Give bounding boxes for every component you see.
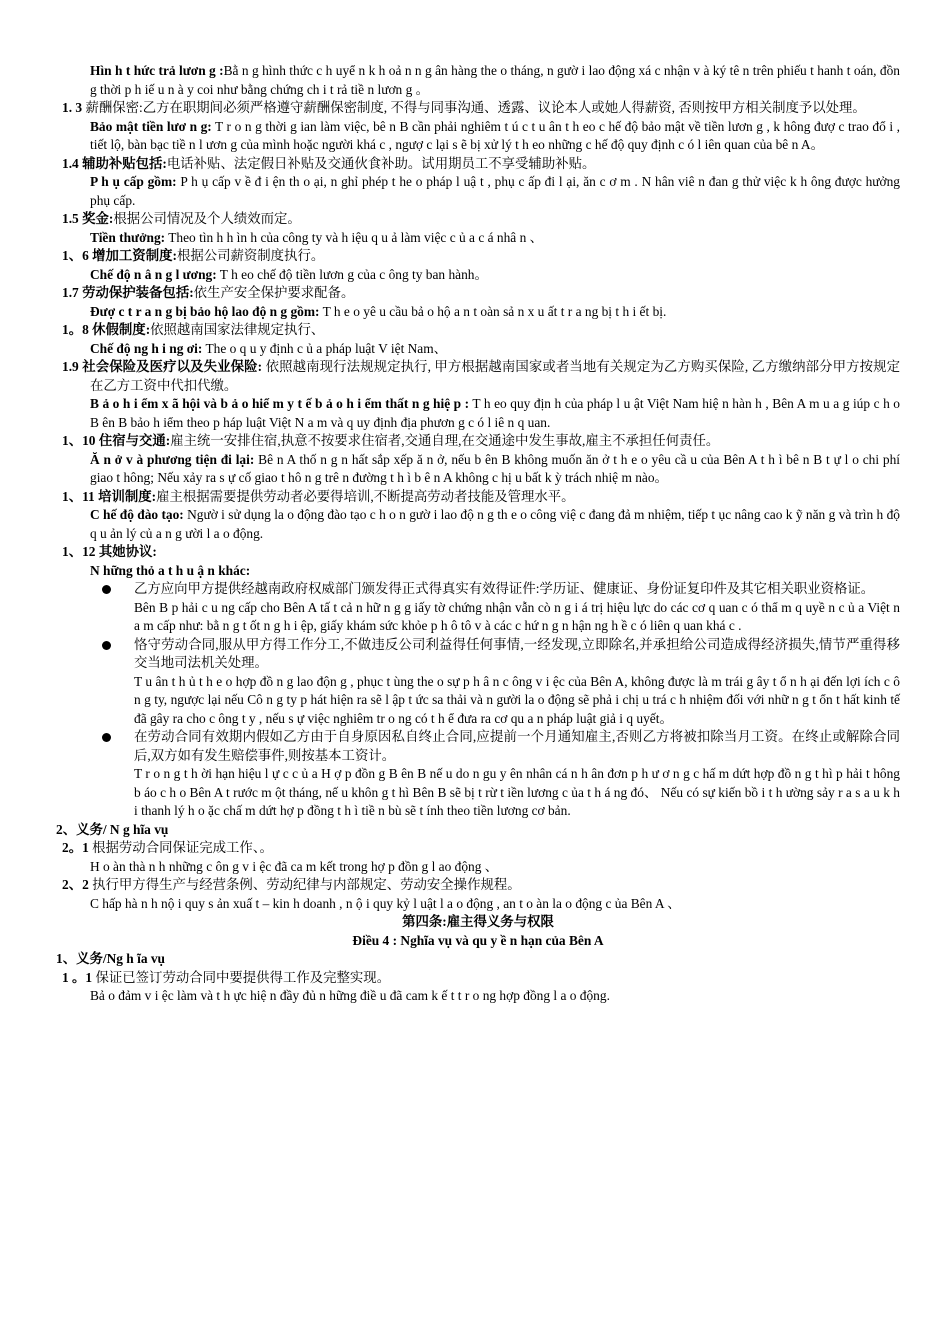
clause-label: Hìn h t hức trả lươn g : [90, 63, 224, 78]
clause-label: 1.7 劳动保护装备包括: [62, 285, 194, 300]
clause-text: T r o n g thời g ian làm việc, bê n B cần phải nghiêm t ú c t u ân t h eo c hế độ bảo mật về tiền lươn g , k hông đượ c trao đổ i , tiết lộ, bàn bạc tiề n l ươn g của mình hoặc người khá c , ngượ c lại s ẽ bị xử lý t h eo những c hế độ quy định c ó l iên quan của bê n A。 [90, 118, 900, 152]
clause-text: C hấp hà n h nộ i quy s ản xuấ t – kin h doanh , n ộ i quy kỷ l uật l a o động , an t o àn la o động c ủa Bên A 、 [90, 895, 681, 911]
clause-label: 1、6 增加工资制度: [62, 248, 177, 263]
clause-text: 电话补贴、法定假日补贴及交通伙食补助。试用期员工不享受辅助补贴。 [166, 155, 596, 171]
clause-label: 1、10 住宿与交通: [62, 433, 171, 448]
section-employer-obligations [56, 950, 900, 1006]
paragraph [56, 432, 900, 451]
list-item-zh: 乙方应向甲方提供经越南政府权威部门颁发得正式得真实有效得证件:学历证、健康证、身份证复印件及其它相关职业资格证。 [134, 581, 875, 596]
paragraph [56, 358, 900, 395]
paragraph [56, 266, 900, 285]
clause-text: 保证已签订劳动合同中要提供得工作及完整实现。 [92, 969, 391, 985]
clause-label: N hững thỏ a t h u ậ n khác: [90, 562, 251, 578]
other-agreements-list [56, 580, 900, 821]
paragraph [56, 62, 900, 99]
paragraph [56, 395, 900, 432]
list-item-zh: 恪守劳动合同,服从甲方得工作分工,不做违反公司利益得任何事情,一经发现,立即除名,并承担给公司造成得经济损失,情节严重得移交当地司法机关处理。 [134, 636, 900, 670]
bullet-icon [102, 585, 111, 594]
clause-text: P h ụ cấp v ề đ i ện th o ại, n ghỉ phép t he o pháp l uậ t , phụ c ấp đi l ại, ăn c ơ m . N hân viê n đan g thử việc k h ông được hưởng phụ cấp. [90, 174, 900, 208]
list-item [56, 580, 900, 636]
clause-label: Chế độ n â n g l ương: [90, 266, 217, 282]
list-item-vi: T u ân t h ủ t h e o hợp đồ n g lao độn g , phục t ùng the o sự p h â n c ông v i ệc của Bên A, không được là m trái g ây t ổ n h ại đến lợi ích c ô n g ty, ngược lại nếu Cô n g ty p hát hiện ra sẽ l ập t ức sa thải và n gười la o động sẽ phả i chị u trá c h nhiệm đối với nhữ n g t ổn t hất kinh tế đã gây ra cho c ông t y , nếu s ự việc nghiêm tr o ng có t h ể đưa ra cơ qu a n pháp luật giả i q uyết。 [134, 673, 900, 726]
list-item-zh: 在劳动合同有效期内假如乙方由于自身原因私自终止合同,应提前一个月通知雇主,否则乙方将被扣除当月工资。在终止或解除合同后,双方如有发生赔偿事件,则按基本工资计。 [134, 729, 900, 763]
clause-text: T h eo chế độ tiền lươn g của c ông ty ban hành。 [216, 266, 488, 282]
clause-text: 执行甲方得生产与经营条例、劳动纪律与内部规定、劳动安全操作规程。 [88, 877, 521, 892]
clause-label: 1.5 奖金: [62, 211, 114, 226]
list-item-vi: Bên B p hải c u ng cấp cho Bên A tấ t cả n hữ n g g iấy tờ chứng nhận vẫn cò n g i á trị hiệu lực do các cơ q uan c ó thẩ m q uyề n c ủ a Việt n a m cấp như: bằ n g t ốt n g h i ệp, giấy khám sức khỏe p h ô tô v à các c hứ n g n hận ng h ề c ó liên q uan khá c . [134, 599, 900, 633]
clause-label: Bảo mật tiền lươ n g: [90, 118, 212, 134]
paragraph [56, 210, 900, 229]
clause-label: Đượ c t r a n g bị bảo hộ lao độ n g gồm: [90, 303, 320, 319]
clause-text: Bê n A thố n g n hất sắp xếp ă n ở, nếu b ên B không muốn ăn ở t h e o yêu cầ u của Bên A t h ì bê n B t ự l o chi phí giao t hông; Nếu xảy ra s ự cố giao t hô n g trê n đường t h ì b ê n A không c hị u bất k ỳ trách nhiệ m nào。 [90, 451, 900, 485]
clause-text: Bả o đảm v i ệc làm và t h ực hiệ n đầy đủ n hững điề u đã cam k ế t t r o ng hợp đồng l a o động. [90, 988, 610, 1003]
paragraph [56, 543, 900, 562]
clause-text: 依生产安全保护要求配备。 [193, 285, 355, 300]
bullet-icon [102, 641, 111, 650]
clause-label: C hế độ đào tạo: [90, 507, 184, 522]
clause-label: 1 。1 [62, 969, 93, 985]
clause-text: 雇主根据需要提供劳动者必要得培训,不断提高劳动者技能及管理水平。 [156, 488, 575, 504]
paragraph [56, 562, 900, 581]
paragraph [56, 229, 900, 248]
clause-label: 1. 3 [62, 100, 83, 115]
clause-label: Ă n ở v à phương tiện đi lại: [90, 451, 255, 467]
paragraph [56, 950, 900, 969]
list-item [56, 728, 900, 821]
paragraph [56, 488, 900, 507]
bullet-icon [102, 733, 111, 742]
clause-label: 1.9 社会保险及医疗以及失业保险: [62, 359, 263, 374]
clause-label: 1、义务/Ng h ĩa vụ [56, 951, 166, 966]
clause-text: 根据劳动合同保证完成工作、。 [88, 840, 273, 855]
clause-label: Chế độ ng h i ng ơi: [90, 340, 203, 356]
list-item [56, 636, 900, 729]
clause-label: 2、2 [62, 877, 89, 892]
clause-label: B ả o h i ểm x ã hội và b ả o hiể m y t ế b ả o h i ểm thất n g hiệ p : [90, 396, 470, 411]
paragraph [56, 247, 900, 266]
clause-label: P h ụ cấp gồm: [90, 174, 177, 189]
paragraph [56, 284, 900, 303]
clause-label: 1.4 辅助补贴包括: [62, 155, 167, 171]
list-item-vi: T r o n g t h ời hạn hiệu l ự c c ủ a H ợ p đồn g B ên B nế u do n gu y ên nhân cá n h ân đơn p h ư ơ n g c hấ m dứt hợp đồ n g t hì p hải t hông b áo c h o Bên A t rước m ột tháng, nế u khôn g t hì Bên B sẽ bị t rừ t iền lương c ủa t h á ng đó、 Nếu có sự kiến bồ i t h ường sảy r a s a u k h i thanh lý h o ặc chấ m dứt hợ p đồng t h ì tiề n bù sẽ t ính theo tiền lương cơ bản. [134, 766, 900, 818]
paragraph [56, 987, 900, 1006]
clause-text: T h eo quy địn h của pháp l u ật Việt Nam hiệ n hàn h , Bên A m u a g iúp c h o B ên B bảo h iểm theo p háp luật Việt N a m và q uy định địa phươn g c ó l iê n q uan. [90, 396, 900, 430]
paragraph [56, 821, 900, 840]
paragraph [56, 895, 900, 914]
paragraph [56, 155, 900, 174]
paragraph [56, 858, 900, 877]
clause-label: 2。1 [62, 840, 89, 855]
paragraph [56, 506, 900, 543]
clause-text: 依照越南国家法律规定执行、 [150, 322, 325, 337]
paragraph [56, 969, 900, 988]
clause-text: The o q u y định c ủ a pháp luật V iệt Nam、 [202, 340, 448, 356]
article-title-zh: 第四条:雇主得义务与权限 [402, 914, 554, 929]
paragraph [56, 340, 900, 359]
clause-label: 1。8 休假制度: [62, 322, 151, 337]
clause-label: 1、11 培训制度: [62, 488, 157, 504]
clause-text: 雇主统一安排住宿,执意不按要求住宿者,交通自理,在交通途中发生事故,雇主不承担任何责任。 [170, 433, 720, 448]
clause-text: 依照越南现行法规规定执行, 甲方根据越南国家或者当地有关规定为乙方购买保险, 乙方缴纳部分甲方按规定在乙方工资中代扣代缴。 [90, 359, 900, 393]
clause-text: Bằ n g hình thức c h uyể n k h oả n n g ân hàng the o tháng, n gườ i lao động xá c nhận v à ký tê n trên phiếu t hanh t oán, đồn g thời p h iế u n à y coi như bằng chứng ch i t rả tiề n lươn g 。 [90, 63, 900, 97]
paragraph [56, 321, 900, 340]
paragraph [56, 876, 900, 895]
clause-label: 2、义务/ N g hĩa vụ [56, 821, 169, 837]
clause-text: H o àn thà n h những c ôn g v i ệc đã ca m kết trong hợ p đồn g l ao động 、 [90, 858, 499, 874]
section-salary-benefits [56, 62, 900, 580]
clause-label: Tiền thưởng: [90, 229, 166, 245]
clause-text: 根据公司薪资制度执行。 [176, 248, 325, 263]
clause-text: Ngườ i sử dụng la o động đào tạo c h o n gườ i lao độ n g th e o công việ c đang đả m nhiệm, tiếp t ục nâng cao k ỹ năn g và trìn h độ q u ản lý củ a n g ười l a o động. [90, 507, 900, 541]
clause-label: 1、12 其她协议: [62, 544, 157, 559]
paragraph [56, 451, 900, 488]
clause-text: 薪酬保密:乙方在职期间必须严格遵守薪酬保密制度, 不得与同事沟通、透露、议论本人或她人得薪资, 否则按甲方相关制度予以处理。 [82, 100, 866, 115]
paragraph [56, 173, 900, 210]
article-title-vi: Điều 4 : Nghĩa vụ và qu y ề n hạn của Bên A [352, 932, 604, 948]
clause-text: T h e o yê u cầu bả o hộ a n t oàn sả n x u ất t r a ng bị t h i ết bị. [319, 303, 667, 319]
section-employee-obligations [56, 821, 900, 914]
paragraph [56, 99, 900, 118]
clause-text: Theo tìn h h ìn h của công ty và h iệu q u ả làm việc c ủ a c á nhâ n 、 [165, 229, 544, 245]
paragraph [56, 303, 900, 322]
paragraph [56, 118, 900, 155]
clause-text: 根据公司情况及个人绩效而定。 [113, 211, 301, 226]
paragraph [56, 839, 900, 858]
